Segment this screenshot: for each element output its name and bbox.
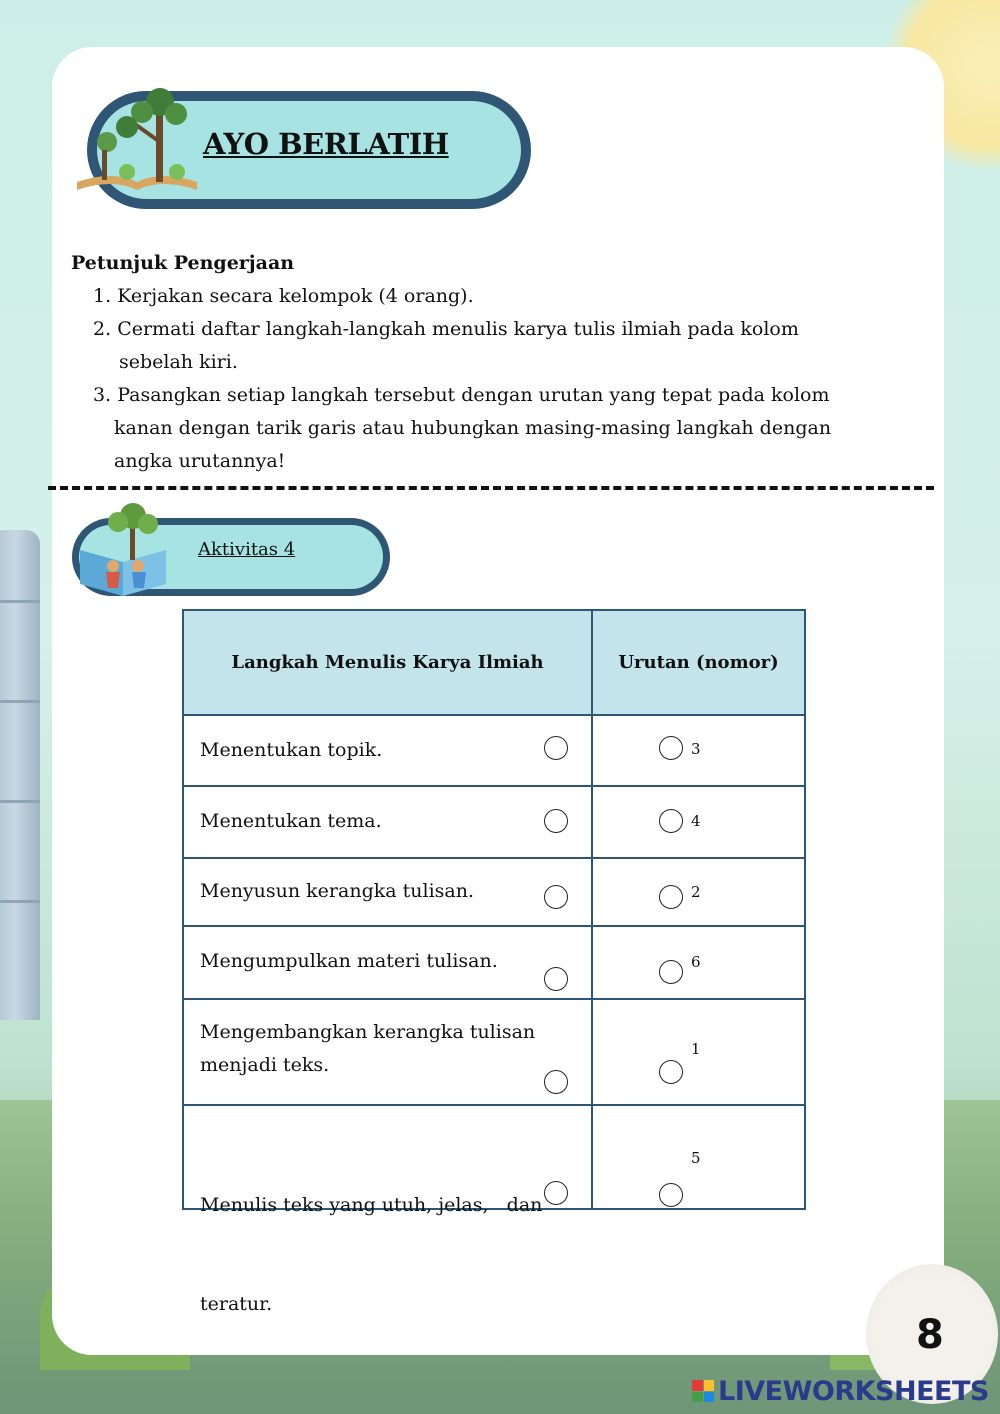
step-text: Menentukan topik.	[200, 739, 383, 761]
brand-text: LIVEWORKSHEETS	[718, 1375, 989, 1407]
order-number: 1	[691, 1040, 701, 1058]
instruction-number: 2.	[93, 318, 112, 340]
step-connector-dot[interactable]	[544, 809, 568, 833]
order-number: 2	[691, 883, 701, 901]
order-connector-dot[interactable]	[659, 736, 683, 760]
table-row	[183, 715, 805, 786]
instructions-heading: Petunjuk Pengerjaan	[71, 252, 295, 274]
table-row	[183, 999, 805, 1105]
page-title: AYO BERLATIH	[203, 127, 449, 161]
step-text-line: Mengembangkan kerangka tulisan	[200, 1021, 536, 1043]
tower-decoration	[0, 530, 40, 1020]
step-text: Mengumpulkan materi tulisan.	[200, 950, 498, 972]
order-connector-dot[interactable]	[659, 960, 683, 984]
order-cell	[592, 715, 805, 786]
order-connector-dot[interactable]	[659, 809, 683, 833]
order-cell	[592, 999, 805, 1105]
order-cell	[592, 786, 805, 858]
table-header-row	[183, 610, 805, 715]
step-cell	[183, 858, 592, 926]
step-text-line: Menulis teks yang utuh, jelas, dan	[200, 1194, 543, 1216]
tree-book-icon	[72, 82, 202, 197]
header-order: Urutan (nomor)	[592, 610, 805, 715]
table-row	[183, 926, 805, 999]
instruction-number: 3.	[93, 384, 112, 406]
instruction-text: Cermati daftar langkah-langkah menulis karya tulis ilmiah pada kolom	[117, 318, 799, 340]
tower-band	[0, 900, 40, 903]
step-text: Menentukan tema.	[200, 810, 382, 832]
table-row	[183, 786, 805, 858]
step-text	[200, 1123, 542, 1387]
order-connector-dot[interactable]	[659, 1183, 683, 1207]
step-cell	[183, 999, 592, 1105]
step-connector-dot[interactable]	[544, 736, 568, 760]
instruction-item-3-cont: kanan dengan tarik garis atau hubungkan masing-masing langkah dengan	[114, 417, 832, 439]
step-connector-dot[interactable]	[544, 1181, 568, 1205]
step-cell	[183, 926, 592, 999]
tower-band	[0, 700, 40, 703]
step-cell	[183, 786, 592, 858]
instruction-text: Pasangkan setiap langkah tersebut dengan urutan yang tepat pada kolom	[117, 384, 830, 406]
step-connector-dot[interactable]	[544, 967, 568, 991]
step-text	[200, 1016, 535, 1082]
order-number: 4	[691, 812, 701, 830]
step-text-line: menjadi teks.	[200, 1054, 330, 1076]
header-steps: Langkah Menulis Karya Ilmiah	[183, 610, 592, 715]
order-number: 6	[691, 953, 701, 971]
activity-label: Aktivitas 4	[198, 539, 296, 560]
instruction-text: Kerjakan secara kelompok (4 orang).	[117, 285, 474, 307]
order-connector-dot[interactable]	[659, 885, 683, 909]
tower-band	[0, 600, 40, 603]
instruction-number: 1.	[93, 285, 112, 307]
step-text: Menyusun kerangka tulisan.	[200, 880, 474, 902]
order-number: 5	[691, 1149, 701, 1167]
step-cell	[183, 1105, 592, 1315]
matching-table	[182, 609, 806, 1315]
order-cell	[592, 858, 805, 926]
step-connector-dot[interactable]	[544, 1070, 568, 1094]
tower-band	[0, 800, 40, 803]
order-number: 3	[691, 740, 701, 758]
instruction-item-1	[93, 280, 474, 313]
order-connector-dot[interactable]	[659, 1060, 683, 1084]
table-row	[183, 1105, 805, 1209]
order-cell	[592, 926, 805, 999]
step-cell	[183, 715, 592, 786]
liveworksheets-logo-icon	[692, 1380, 714, 1402]
instruction-item-3	[93, 379, 829, 412]
kids-book-icon	[78, 500, 170, 598]
step-text-line: teratur.	[200, 1293, 273, 1315]
instruction-item-2-cont: sebelah kiri.	[119, 351, 238, 373]
instruction-item-2	[93, 313, 799, 346]
page-number: 8	[916, 1312, 944, 1358]
step-connector-dot[interactable]	[544, 885, 568, 909]
order-cell	[592, 1105, 805, 1209]
instruction-item-3-cont: angka urutannya!	[114, 450, 286, 472]
dashed-divider	[48, 486, 934, 490]
table-row	[183, 858, 805, 926]
liveworksheets-logo	[692, 1376, 989, 1406]
